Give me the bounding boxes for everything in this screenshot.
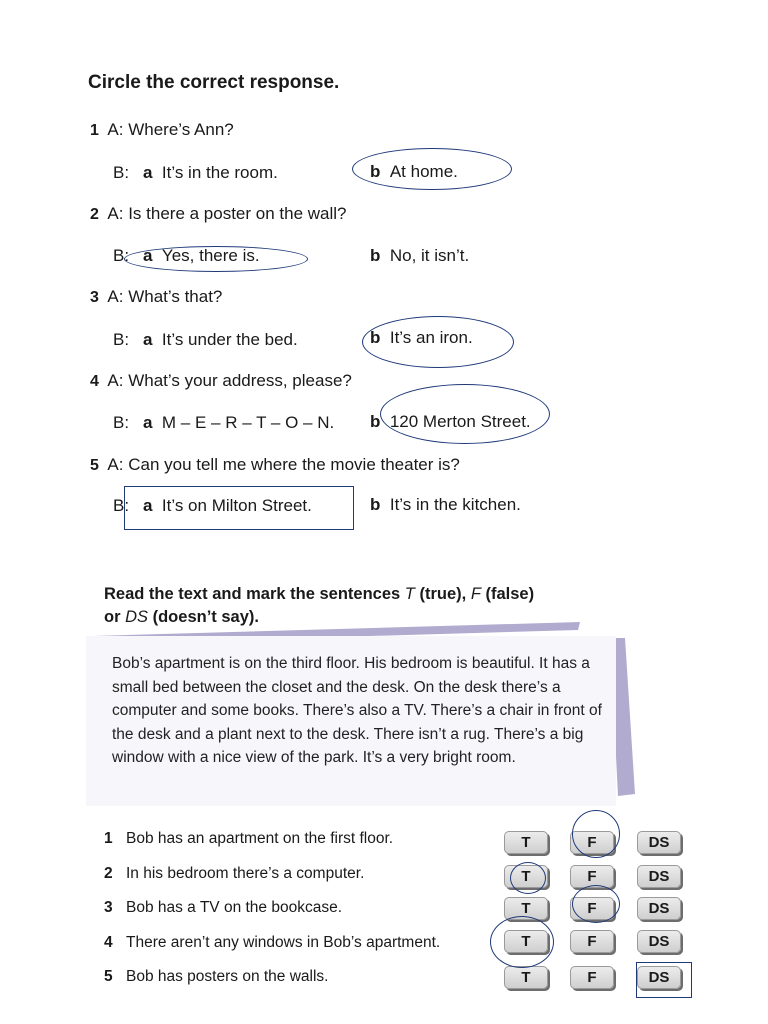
statement-text: Bob has a TV on the bookcase. (126, 899, 343, 916)
title-or: or (104, 608, 121, 626)
option-text: M – E – R – T – O – N. (161, 413, 335, 432)
question-number: 1 (90, 122, 99, 139)
statement-row (104, 934, 440, 952)
question-text: A: What’s your address, please? (107, 371, 352, 390)
question-text: A: Can you tell me where the movie theater is? (107, 455, 460, 474)
statement-row (104, 830, 393, 848)
false-button[interactable]: F (570, 897, 614, 920)
question-text: A: What’s that? (107, 287, 223, 306)
question-1 (90, 120, 234, 140)
option-text: At home. (389, 162, 458, 181)
false-button[interactable]: F (570, 831, 614, 854)
option-text: It’s in the room. (161, 163, 278, 182)
question-text: A: Where’s Ann? (107, 120, 234, 139)
true-button[interactable]: T (504, 897, 548, 920)
question-5 (90, 455, 460, 475)
option-b[interactable] (370, 495, 521, 515)
answer-circle (490, 916, 554, 968)
question-4 (90, 371, 352, 391)
option-letter: a (143, 496, 153, 515)
statement-row (104, 968, 328, 986)
false-button[interactable]: F (570, 966, 614, 989)
statement-number: 3 (104, 899, 113, 916)
option-letter: a (143, 246, 153, 265)
option-letter: b (370, 162, 381, 181)
option-text: Yes, there is. (161, 246, 260, 265)
title-doesnt-say: (doesn’t say). (152, 608, 259, 626)
statement-text: Bob has an apartment on the first floor. (126, 830, 394, 847)
true-button[interactable]: T (504, 930, 548, 953)
option-text: 120 Merton Street. (389, 412, 531, 431)
title-t: T (404, 585, 415, 603)
option-a[interactable] (143, 330, 298, 350)
answer-circle (572, 810, 620, 858)
option-text: It’s an iron. (389, 328, 473, 347)
answer-box (636, 962, 692, 998)
answer-prefix: B: (113, 163, 130, 182)
option-letter: b (370, 412, 381, 431)
true-button[interactable]: T (504, 865, 548, 888)
title-f: F (470, 585, 481, 603)
option-a[interactable] (143, 163, 278, 183)
true-button[interactable]: T (504, 966, 548, 989)
question-text: A: Is there a poster on the wall? (107, 204, 347, 223)
option-a[interactable] (143, 413, 334, 433)
title-ds: DS (125, 608, 149, 626)
doesnt-say-button[interactable]: DS (637, 966, 681, 989)
doesnt-say-button[interactable]: DS (637, 897, 681, 920)
statement-number: 5 (104, 968, 113, 985)
option-b[interactable] (370, 246, 469, 266)
passage-text: Bob’s apartment is on the third floor. His bedroom is beautiful. It has a small bed between the closet and the desk. On the desk there’s a computer and some books. There’s also a TV. There’s a chair in front of the desk and a plant next to the desk. There isn’t a rug. There’s a big window with a nice view of the park. It’s a very bright room. (112, 655, 602, 767)
question-number: 3 (90, 289, 99, 306)
statement-text: There aren’t any windows in Bob’s apartment. (126, 934, 441, 951)
section1-title: Circle the correct response. (88, 72, 340, 93)
question-number: 2 (90, 206, 99, 223)
statement-row (104, 899, 342, 917)
option-letter: b (370, 495, 381, 514)
doesnt-say-button[interactable]: DS (637, 930, 681, 953)
option-letter: a (143, 330, 153, 349)
question-2 (90, 204, 347, 224)
answer-circle (352, 148, 512, 190)
option-letter: a (143, 163, 153, 182)
answer-prefix: B: (113, 246, 130, 265)
answer-circle (362, 316, 514, 368)
option-letter: a (143, 413, 153, 432)
doesnt-say-button[interactable]: DS (637, 865, 681, 888)
option-letter: b (370, 246, 381, 265)
statement-text: In his bedroom there’s a computer. (126, 865, 365, 882)
statement-number: 4 (104, 934, 113, 951)
answer-circle (124, 246, 308, 272)
question-number: 4 (90, 373, 99, 390)
answer-circle (380, 384, 550, 444)
answer-prefix: B: (113, 413, 130, 432)
true-button[interactable]: T (504, 831, 548, 854)
false-button[interactable]: F (570, 865, 614, 888)
title-true: (true), (419, 585, 467, 603)
answer-prefix: B: (113, 496, 130, 515)
statement-number: 2 (104, 865, 113, 882)
answer-box (124, 486, 354, 530)
doesnt-say-button[interactable]: DS (637, 831, 681, 854)
option-text: No, it isn’t. (389, 246, 470, 265)
question-3 (90, 287, 222, 307)
title-text: Read the text and mark the sentences (104, 585, 401, 603)
option-text: It’s under the bed. (161, 330, 298, 349)
title-false: (false) (485, 585, 535, 603)
question-number: 5 (90, 457, 99, 474)
option-text: It’s on Milton Street. (161, 496, 312, 515)
option-text: It’s in the kitchen. (389, 495, 521, 514)
answer-circle (510, 862, 546, 894)
statement-number: 1 (104, 830, 113, 847)
statement-row (104, 865, 364, 883)
statement-text: Bob has posters on the walls. (126, 968, 329, 985)
answer-circle (572, 885, 620, 923)
option-letter: b (370, 328, 381, 347)
answer-prefix: B: (113, 330, 130, 349)
false-button[interactable]: F (570, 930, 614, 953)
